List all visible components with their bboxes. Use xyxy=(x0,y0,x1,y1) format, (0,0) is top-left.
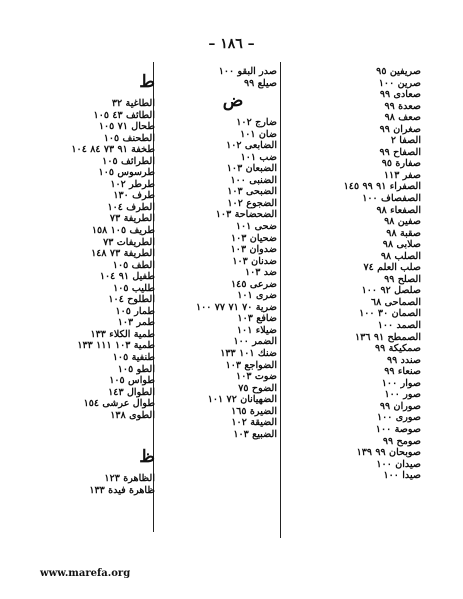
index-entry: صفارة ٩٥ xyxy=(381,158,421,170)
index-entry: صعدة ٩٩ xyxy=(384,100,421,112)
index-entry: صلصل ٩٢ ١٠٠ xyxy=(361,285,421,297)
index-entry: الضيقة ١٠٢ xyxy=(231,417,277,429)
index-entry: طمار ١٠٥ xyxy=(115,305,155,317)
index-entry: الظاهرة ١٢٣ xyxy=(104,473,155,485)
index-entry: الصفراء ٩١ ٩٩ ١٤٥ xyxy=(343,181,421,193)
index-entry: الصفعاء ٩٨ xyxy=(376,204,421,216)
index-entry: صوبحان ٩٩ ١٣٩ xyxy=(356,447,421,459)
section-letter-za: ظ xyxy=(139,447,155,468)
index-entry: الطف ١٠٥ xyxy=(112,259,155,271)
index-entry: الضجوع ١٠٢ xyxy=(227,197,277,209)
index-entry: ضب ١٠١ xyxy=(240,151,277,163)
index-column-dad xyxy=(189,66,277,440)
index-entry: الطرائف ١٠٥ xyxy=(102,155,155,167)
index-entry: الضبعان ١٠٣ xyxy=(226,163,277,175)
index-entry: الطاغية ٣٢ xyxy=(111,98,155,109)
index-entry: الضهيانان ٧٢ ١٠١ xyxy=(207,394,277,406)
site-url-footer: www.marefa.org xyxy=(40,568,131,579)
index-entry: صرين ١٠٠ xyxy=(378,77,421,89)
index-entry: الضيرة ١٦٥ xyxy=(231,405,277,417)
index-entry: طريف ١٠٥ ١٥٨ xyxy=(91,225,155,237)
index-entry: صفين ٩٨ xyxy=(384,216,421,228)
index-entry: صلابى ٩٨ xyxy=(382,239,421,251)
index-entry: الضمر ١٠٠ xyxy=(233,336,277,348)
index-entry: الصفاح ٩٩ xyxy=(379,146,421,158)
index-entry: صومح ٩٩ xyxy=(382,435,421,447)
index-entry: طواس ١٠٥ xyxy=(109,375,155,387)
index-entry: ضيلاء ١٠١ xyxy=(236,324,277,336)
index-entry: الصماحى ٦٨ xyxy=(371,296,421,308)
index-entry: الصفصاف ١٠٠ xyxy=(362,193,421,205)
index-entry: صنعاء ٩٩ xyxy=(384,366,421,378)
index-entry: الطريفة ٧٣ xyxy=(109,213,155,225)
page-number: – ١٨٦ – xyxy=(208,36,255,52)
index-entry: طرسوس ١٠٥ xyxy=(98,167,155,179)
index-entry: صوران ٩٩ xyxy=(379,400,421,412)
index-entry: صقبة ٩٨ xyxy=(386,227,421,239)
index-entry: صريفين ٩٥ xyxy=(376,66,421,77)
index-entry: صيدا ١٠٠ xyxy=(383,470,421,482)
index-entry: الصمد ١٠٠ xyxy=(377,320,421,332)
index-entry: الضحضاحة ١٠٣ xyxy=(215,209,277,221)
index-entry: طمية ١٠٣ ١١١ ١٣٣ xyxy=(77,340,155,352)
index-entry: الطريفات ٧٣ xyxy=(103,236,155,248)
index-entry: الطوى ١٣٨ xyxy=(110,409,155,421)
index-entry: الطحنف ١٠٥ xyxy=(103,132,155,144)
index-entry: الصمطح ٩١ ١٣٦ xyxy=(355,331,421,343)
index-entry: طوال عرشى ١٥٤ xyxy=(83,398,155,410)
index-entry: الضبيع ١٠٣ xyxy=(233,428,277,440)
index-entry: صغران ٩٩ xyxy=(379,123,421,135)
index-entry: صعف ٩٨ xyxy=(384,112,421,124)
index-entry: ضرى ١٠١ xyxy=(237,290,277,302)
index-entry: صيلع ٩٩ xyxy=(244,77,277,89)
index-entry: صمكيكة ٩٩ xyxy=(375,343,421,355)
index-entry: ضد ١٠٣ xyxy=(245,267,277,279)
index-column-ta xyxy=(35,70,155,496)
index-entry: ضرعى ١٤٥ xyxy=(231,278,277,290)
index-entry: الطريفة ٧٣ ١٤٨ xyxy=(91,248,155,260)
index-entry: الطرف ١٠٤ xyxy=(107,201,155,213)
index-entry: صعادى ٩٩ xyxy=(379,89,421,101)
index-entry: صور ١٠٠ xyxy=(384,389,421,401)
index-entry: ضافع ١٠٣ xyxy=(237,313,277,325)
index-entry: طفيل ٩١ ١٠٤ xyxy=(99,271,155,283)
index-entry: ضحيان ١٠٣ xyxy=(230,232,277,244)
index-entry: صيدان ١٠٠ xyxy=(376,458,421,470)
index-entry: الطائف ٤٣ ١٠٥ xyxy=(93,109,155,121)
index-entry: طحال ٧١ ١٠٥ xyxy=(98,121,155,133)
section-letter-ta: ط xyxy=(139,72,155,92)
index-entry: ضحى ١٠١ xyxy=(235,221,277,233)
section-letter-dad: ض xyxy=(222,91,244,112)
index-column-sad xyxy=(286,66,421,482)
index-entry: الضوح ٧٥ xyxy=(238,382,277,394)
index-entry: الضبحى ١٠٣ xyxy=(227,186,277,198)
index-entry: ضدوان ١٠٣ xyxy=(230,244,277,256)
index-entry: ضرية ٧٠ ٧١ ٧٧ ١٠٠ xyxy=(195,301,277,313)
index-entry: ضارج ١٠٢ xyxy=(236,117,277,129)
index-entry: الصفا ٢ xyxy=(390,135,421,147)
section-gap xyxy=(35,421,155,445)
index-entry: ضدنان ١٠٣ xyxy=(232,255,277,267)
index-entry: صوار ١٠٠ xyxy=(381,377,421,389)
index-entry: ضنك ١٠١ ١٣٣ xyxy=(220,348,277,360)
index-entry: صفر ١١٣ xyxy=(383,169,421,181)
index-entry: صوصة ١٠٠ xyxy=(375,423,421,435)
index-entry: طمية الكلاء ١٣٣ xyxy=(90,328,155,340)
index-entry: الصلح ٩٩ xyxy=(384,273,421,285)
index-entry: طليب ١٠٥ xyxy=(113,282,155,294)
index-entry: طخفة ٩١ ٧٣ ٨٤ ١٠٤ xyxy=(71,144,155,156)
index-entry: الطلوح ١٠٤ xyxy=(108,294,155,306)
index-entry: الطو ١٠٥ xyxy=(117,363,155,375)
index-entry: الصمان ٣٠ ١٠٠ xyxy=(359,308,421,320)
index-entry: الضابعى ١٠٢ xyxy=(226,140,277,152)
index-entry: ضان ١٠١ xyxy=(240,128,277,140)
index-entry: الضنبى ١٠٠ xyxy=(230,174,277,186)
index-entry: الطوال ١٤٣ xyxy=(108,386,155,398)
index-entry: صلب العلم ٧٤ xyxy=(363,262,421,274)
index-entry: طرطر ١٠٢ xyxy=(110,178,155,190)
index-entry: طمر ١٠٣ xyxy=(117,317,155,329)
index-entry: صدر البقو ١٠٠ xyxy=(218,66,277,77)
column-divider-right xyxy=(280,62,281,538)
index-entry: صندد ٩٩ xyxy=(386,354,421,366)
index-entry: طرف ١٣٠ xyxy=(113,190,155,202)
index-entry: طنفية ١٠٥ xyxy=(112,352,155,364)
index-entry: الضواجع ١٠٣ xyxy=(225,359,277,371)
index-entry: ضوت ١٠٣ xyxy=(236,371,277,383)
index-entry: الصلب ٩٨ xyxy=(380,250,421,262)
index-entry: صورى ١٠٠ xyxy=(376,412,421,424)
index-entry: ظاهرة فيدة ١٣٣ xyxy=(89,484,155,496)
